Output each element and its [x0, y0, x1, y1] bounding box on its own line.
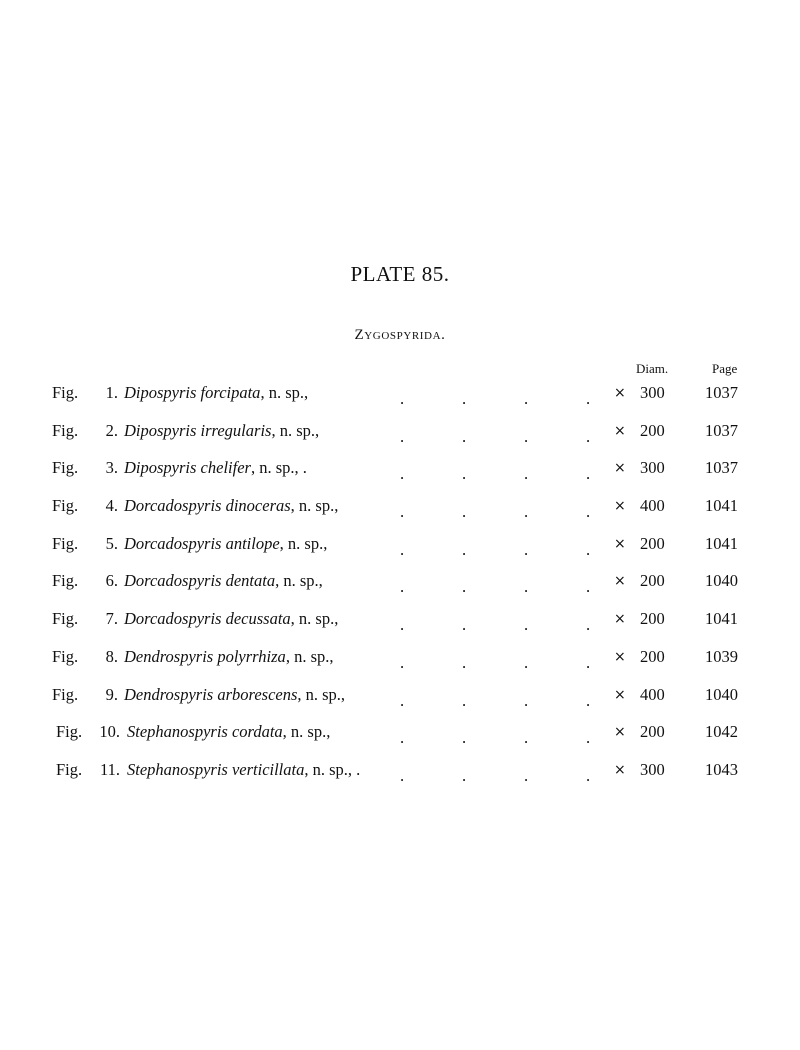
figure-number: 9.	[105, 684, 118, 704]
diameter-value: 200	[640, 533, 665, 553]
magnification-sign: ×	[614, 498, 626, 515]
species-suffix: , n. sp.,	[290, 496, 339, 516]
figure-label: Fig.	[52, 571, 79, 591]
magnification-sign: ×	[614, 724, 626, 741]
figure-row: Fig. 9. Dendrospyris arborescens, n. sp., . . . . × 400 1040	[52, 684, 738, 710]
diameter-value: 200	[640, 571, 665, 591]
species-binomial: Dorcadospyris decussata	[124, 609, 291, 629]
species-name	[124, 496, 338, 516]
figure-number: 7.	[105, 609, 118, 629]
figure-row: Fig. 8. Dendrospyris polyrrhiza, n. sp., . . . . × 200 1039	[52, 646, 738, 672]
figure-row: Fig. 3. Dipospyris chelifer, n. sp., . . . . . × 300 1037	[52, 458, 738, 484]
figure-label: Fig.	[52, 420, 79, 440]
page-number: 1042	[705, 722, 738, 742]
species-name	[127, 760, 360, 780]
species-suffix: , n. sp.,	[260, 383, 309, 402]
page-number: 1041	[705, 609, 738, 629]
page-number: 1039	[705, 646, 738, 666]
magnification-sign: ×	[614, 385, 626, 401]
column-header-diam: Diam.	[636, 361, 669, 376]
page-number: 1041	[705, 496, 738, 516]
figure-number: 5.	[105, 533, 118, 553]
figure-label: Fig.	[52, 609, 79, 629]
column-header-page: Page	[712, 361, 738, 376]
magnification-sign: ×	[614, 648, 626, 665]
figure-label: Fig.	[56, 759, 83, 779]
figure-number: 2.	[105, 420, 118, 440]
species-binomial: Dorcadospyris dinoceras	[124, 496, 291, 516]
figure-row: Fig. 5. Dorcadospyris antilope, n. sp., . . . . × 200 1041	[52, 533, 738, 559]
figure-label: Fig.	[52, 458, 79, 478]
page-number: 1040	[705, 571, 738, 591]
species-name	[124, 534, 327, 554]
figure-label: Fig.	[52, 496, 79, 516]
species-name	[124, 685, 345, 705]
figure-number: 8.	[105, 646, 118, 666]
diameter-value: 200	[640, 420, 665, 440]
figure-number: 4.	[105, 496, 118, 516]
figure-number: 3.	[105, 458, 118, 478]
diameter-value: 400	[640, 496, 665, 516]
magnification-sign: ×	[614, 761, 626, 778]
species-suffix: , n. sp.,	[275, 571, 323, 591]
species-suffix: , n. sp., .	[250, 458, 307, 478]
section-title: Zygospyrida.	[354, 327, 446, 343]
figure-row: Fig. 1. Dipospyris forcipata, n. sp., . . . . × 300 1037	[52, 383, 738, 408]
magnification-sign: ×	[614, 686, 626, 703]
species-suffix: , n. sp.,	[290, 609, 339, 629]
species-name	[124, 421, 319, 441]
magnification-sign: ×	[614, 573, 626, 590]
page-number: 1037	[705, 383, 738, 402]
figure-row: Fig. 7. Dorcadospyris decussata, n. sp., . . . . × 200 1041	[52, 609, 738, 635]
plate-title: PLATE 85.	[350, 262, 450, 286]
magnification-sign: ×	[614, 535, 626, 552]
figure-number: 10.	[99, 722, 120, 742]
species-name	[124, 647, 333, 667]
magnification-sign: ×	[614, 611, 626, 628]
diameter-value: 300	[640, 759, 665, 779]
diameter-value: 300	[640, 383, 665, 402]
figure-label: Fig.	[52, 533, 79, 553]
figure-row: Fig. 4. Dorcadospyris dinoceras, n. sp., . . . . × 400 1041	[52, 496, 738, 522]
magnification-sign: ×	[614, 422, 626, 439]
species-suffix: , n. sp.,	[297, 684, 346, 704]
diameter-value: 400	[640, 684, 665, 704]
species-name	[124, 458, 307, 478]
species-binomial: Dorcadospyris antilope	[124, 533, 280, 553]
diameter-value: 300	[640, 458, 665, 478]
page-number: 1037	[705, 420, 738, 440]
species-binomial: Dendrospyris polyrrhiza	[124, 646, 286, 666]
species-binomial: Dipospyris irregularis	[124, 420, 272, 440]
magnification-sign: ×	[614, 460, 626, 477]
figure-row: Fig. 2. Dipospyris irregularis, n. sp., . . . . × 200 1037	[52, 420, 738, 446]
diameter-value: 200	[640, 722, 665, 742]
figure-number: 1.	[105, 383, 118, 402]
page-number: 1041	[705, 533, 738, 553]
species-name	[124, 571, 323, 591]
figure-number: 6.	[105, 571, 118, 591]
figure-row: Fig. 6. Dorcadospyris dentata, n. sp., . . . . × 200 1040	[52, 571, 738, 597]
species-suffix: , n. sp.,	[285, 646, 334, 666]
diameter-value: 200	[640, 609, 665, 629]
figure-label: Fig.	[52, 684, 79, 704]
figure-number: 11.	[99, 759, 120, 779]
species-binomial: Dipospyris chelifer	[124, 458, 251, 478]
page-number: 1043	[705, 759, 738, 779]
species-binomial: Stephanospyris verticillata	[127, 759, 305, 779]
diameter-value: 200	[640, 646, 665, 666]
species-name	[127, 722, 330, 742]
species-name	[124, 383, 308, 403]
species-name	[124, 609, 338, 629]
figure-list	[0, 377, 800, 792]
page-number: 1040	[705, 684, 738, 704]
species-binomial: Dipospyris forcipata	[124, 383, 261, 402]
figure-row: Fig. 11. Stephanospyris verticillata, n. sp., . . . . . × 300 1043	[56, 759, 738, 785]
species-suffix: , n. sp.,	[271, 420, 320, 440]
species-binomial: Dorcadospyris dentata	[124, 571, 276, 591]
species-binomial: Dendrospyris arborescens	[124, 684, 298, 704]
species-suffix: , n. sp.,	[282, 722, 331, 742]
page-number: 1037	[705, 458, 738, 478]
figure-row: Fig. 10. Stephanospyris cordata, n. sp., . . . . × 200 1042	[56, 722, 738, 748]
figure-label: Fig.	[52, 383, 79, 402]
figure-label: Fig.	[52, 646, 79, 666]
species-binomial: Stephanospyris cordata	[127, 722, 283, 742]
figure-label: Fig.	[56, 722, 83, 742]
species-suffix: , n. sp.,	[279, 533, 328, 553]
species-suffix: , n. sp., .	[304, 759, 361, 779]
